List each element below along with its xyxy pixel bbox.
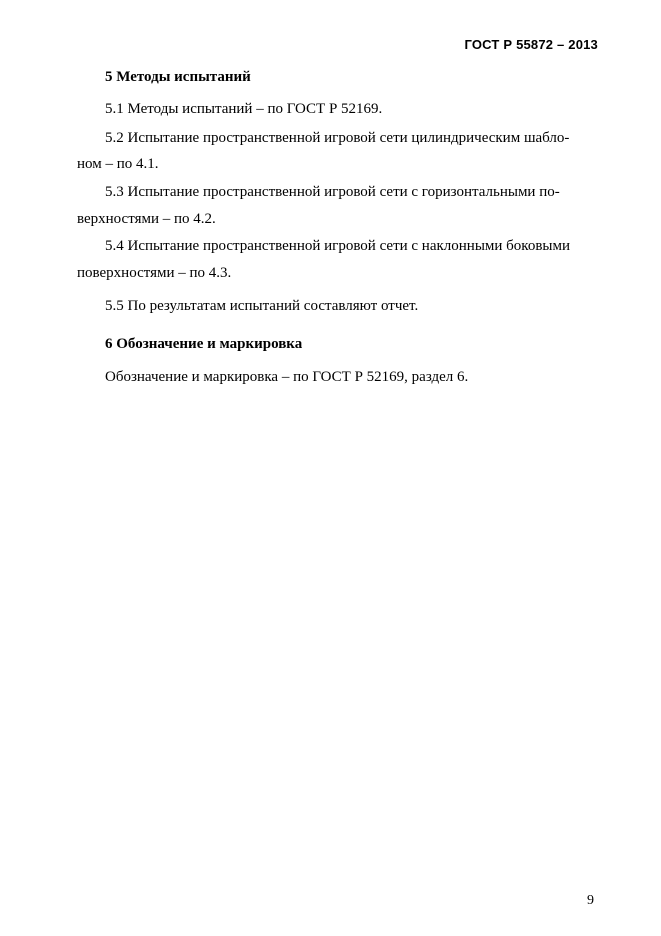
page-number: 9 — [587, 893, 594, 908]
paragraph-5-2-line-2: ном – по 4.1. — [77, 156, 159, 172]
paragraph-6-1: Обозначение и маркировка – по ГОСТ Р 52169, раздел 6. — [105, 369, 469, 385]
paragraph-5-4-line-2: поверхностями – по 4.3. — [77, 265, 232, 281]
document-standard-code: ГОСТ Р 55872 – 2013 — [464, 37, 598, 52]
section-5-title: 5 Методы испытаний — [105, 69, 251, 85]
paragraph-5-3-line-2: верхностями – по 4.2. — [77, 211, 216, 227]
section-6-title: 6 Обозначение и маркировка — [105, 336, 303, 352]
paragraph-5-1: 5.1 Методы испытаний – по ГОСТ Р 52169. — [105, 101, 383, 117]
paragraph-5-2-line-1: 5.2 Испытание пространственной игровой сети цилиндрическим шабло- — [105, 130, 570, 146]
paragraph-5-3-line-1: 5.3 Испытание пространственной игровой сети с горизонтальными по- — [105, 184, 560, 200]
paragraph-5-5: 5.5 По результатам испытаний составляют отчет. — [105, 298, 419, 314]
paragraph-5-4-line-1: 5.4 Испытание пространственной игровой сети с наклонными боковыми — [105, 238, 571, 254]
